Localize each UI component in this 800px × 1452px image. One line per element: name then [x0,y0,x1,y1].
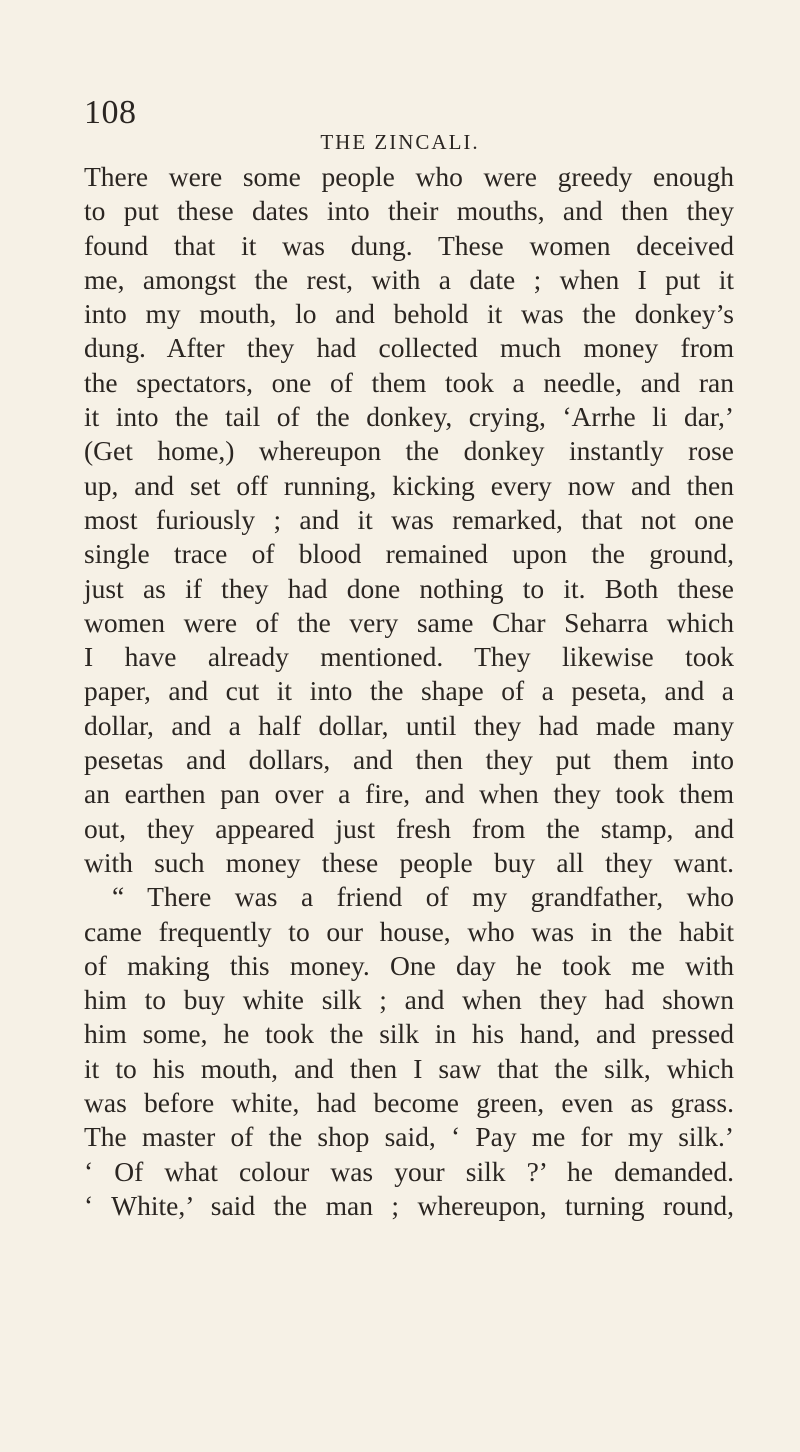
text-line: was before white, had become green, even as grass. [84,1087,734,1119]
text-line: me, amongst the rest, with a date ; when I put it [84,263,734,295]
text-line: most furiously ; and it was remarked, that not one [84,503,734,535]
text-line: into my mouth, lo and behold it was the donkey’s [84,298,734,330]
text-line: (Get home,) whereupon the donkey instantly rose [84,435,734,467]
text-line: I have already mentioned. They likewise took [84,641,734,673]
text-line: with such money these people buy all they want. [84,846,734,878]
text-line: of making this money. One day he took me with [84,949,734,981]
text-line: an earthen pan over a fire, and when they took them [84,778,734,810]
page-number: 108 [84,94,137,131]
text-line: ‘ White,’ said the man ; whereupon, turning round, [84,1189,734,1221]
text-line: found that it was dung. These women deceived [84,229,734,261]
text-line: single trace of blood remained upon the ground, [84,538,734,570]
text-line: up, and set off running, kicking every now and then [84,469,734,501]
text-line: “ There was a friend of my grandfather, who [112,881,734,913]
text-line: women were of the very same Char Seharra which [84,606,734,638]
text-line: ‘ Of what colour was your silk ?’ he demanded. [84,1155,734,1187]
text-line: him some, he took the silk in his hand, and pressed [84,1018,734,1050]
text-line: There were some people who were greedy enough [84,161,734,192]
text-line: pesetas and dollars, and then they put them into [84,744,734,776]
text-line: dollar, and a half dollar, until they had made many [84,709,734,741]
text-line: him to buy white silk ; and when they had shown [84,984,734,1016]
text-line: to put these dates into their mouths, and then they [84,195,734,227]
text-line: it into the tail of the donkey, crying, ‘Arrhe li dar,’ [84,401,734,433]
text-line: came frequently to our house, who was in the habit [84,915,734,947]
text-line: it to his mouth, and then I saw that the silk, which [84,1052,734,1084]
text-line: The master of the shop said, ‘ Pay me for my silk.’ [84,1121,734,1153]
running-head: THE ZINCALI. [320,130,480,154]
text-line: just as if they had done nothing to it. Both these [84,572,734,604]
text-line: the spectators, one of them took a needle, and ran [84,366,734,398]
body-text [84,160,734,1223]
text-line: paper, and cut it into the shape of a peseta, and a [84,675,734,707]
text-line: dung. After they had collected much money from [84,332,734,364]
text-line: out, they appeared just fresh from the stamp, and [84,812,734,844]
